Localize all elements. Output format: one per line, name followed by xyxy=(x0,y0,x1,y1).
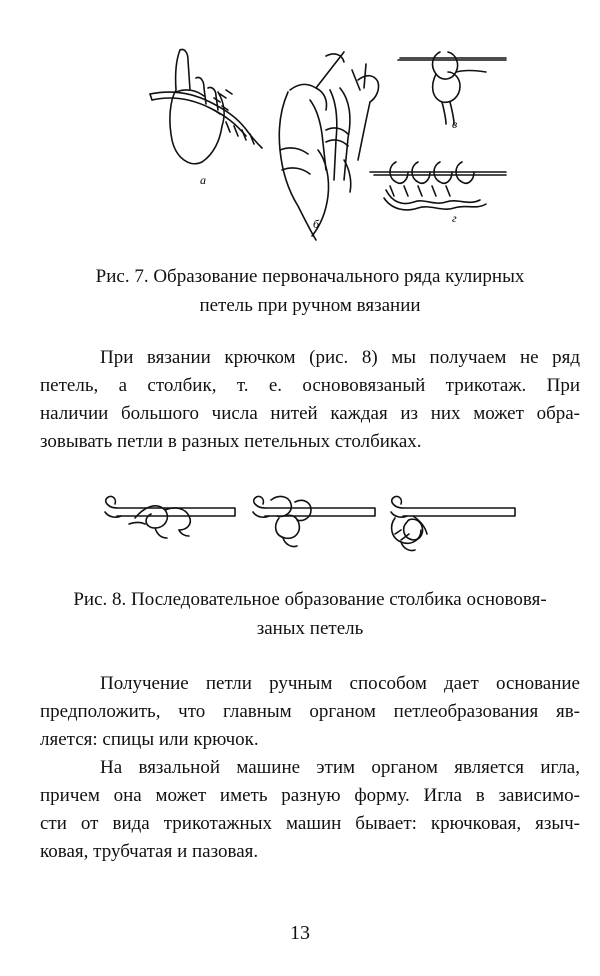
caption-line: Рис. 8. Последовательное образование столбика основовя- xyxy=(73,589,547,610)
fig7-needle-g xyxy=(370,162,506,210)
caption-line: Рис. 7. Образование первоначального ряда кулирных xyxy=(95,266,525,287)
fig8-hook-2 xyxy=(253,496,375,546)
fig7-hand-a xyxy=(150,49,262,163)
text-line: При вязании крючком (рис. 8) мы получаем не ряд xyxy=(100,347,580,368)
fig7-needle-v xyxy=(398,52,506,124)
caption-line: заных петель xyxy=(256,618,364,639)
page-number: 13 xyxy=(290,922,310,944)
figure-7-drawing xyxy=(130,30,510,250)
figure-8-caption xyxy=(40,585,580,643)
fig7-label-v: в xyxy=(452,117,458,131)
fig8-hook-1 xyxy=(105,496,235,538)
figure-7-illustration xyxy=(130,30,510,250)
figure-8-illustration xyxy=(95,488,525,558)
text-line: наличии большого числа нитей каждая из них может обра- xyxy=(40,403,580,424)
text-line: сти от вида трикотажных машин бывает: крючковая, языч- xyxy=(40,813,580,834)
paragraph-machine-needle xyxy=(40,754,580,866)
fig7-label-g: г xyxy=(452,211,457,225)
text-line: петель, а столбик, т. е. основовязаный трикотаж. При xyxy=(40,375,580,396)
figure-7-caption xyxy=(40,262,580,320)
fig7-label-b: б xyxy=(313,217,320,231)
paragraph-loop-organ xyxy=(40,670,580,754)
figure-8-drawing xyxy=(95,488,525,558)
caption-line: петель при ручном вязании xyxy=(199,295,421,316)
text-line: зовывать петли в разных петельных столбиках. xyxy=(40,431,422,452)
text-line: ляется: спицы или крючок. xyxy=(40,729,259,750)
text-line: Получение петли ручным способом дает основание xyxy=(100,673,580,694)
fig7-hands-b xyxy=(279,52,378,240)
text-line: причем она может иметь разную форму. Игла в зависимо- xyxy=(40,785,580,806)
text-line: предположить, что главным органом петлеобразования яв- xyxy=(40,701,580,722)
fig8-hook-3 xyxy=(391,496,515,550)
fig7-label-a: а xyxy=(200,173,206,187)
text-line: ковая, трубчатая и пазовая. xyxy=(40,841,259,862)
paragraph-crochet xyxy=(40,344,580,456)
text-line: На вязальной машине этим органом является игла, xyxy=(100,757,580,778)
